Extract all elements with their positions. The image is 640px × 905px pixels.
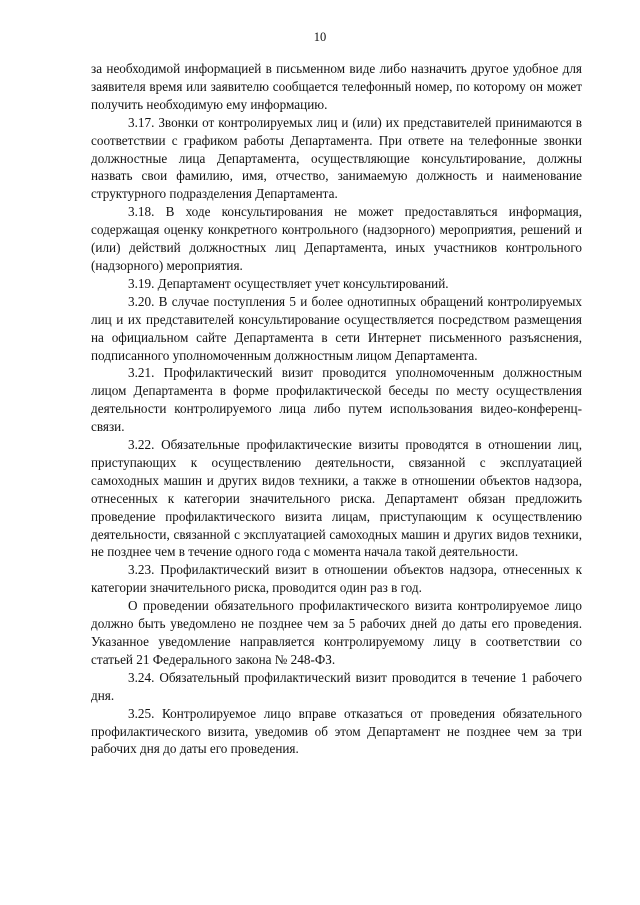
document-body (91, 60, 582, 758)
page-number: 10 (313, 30, 327, 44)
paragraph-3-24: 3.24. Обязательный профилактический визит проводится в течение 1 рабочего дня. (91, 669, 582, 703)
paragraph-3-20: 3.20. В случае поступления 5 и более однотипных обращений контролируемых лиц и их представителей консультирование осуществляется посредством размещения на официальном сайте Департамента в сети Интернет письменного разъяснения, подписанного уполномоченным должностным лицом Департамента. (91, 293, 582, 363)
paragraph-3-17: 3.17. Звонки от контролируемых лиц и (или) их представителей принимаются в соответствии с графиком работы Департамента. При ответе на телефонные звонки должностные лица Департамента, осуществляющие консультирование, должны назвать свои фамилию, имя, отчество, занимаемую должность и наименование структурного подразделения Департамента. (91, 114, 582, 202)
paragraph-3-25: 3.25. Контролируемое лицо вправе отказаться от проведения обязательного профилактического визита, уведомив об этом Департамент не позднее чем за три рабочих дня до даты его проведения. (91, 705, 582, 757)
paragraph-notification: О проведении обязательного профилактического визита контролируемое лицо должно быть уведомлено не позднее чем за 5 рабочих дней до даты его проведения. Указанное уведомление направляется контролируемому лицу в соответствии со статьей 21 Федерального закона № 248-ФЗ. (91, 598, 582, 667)
paragraph-3-19: 3.19. Департамент осуществляет учет консультирований. (128, 275, 449, 291)
paragraph-3-22: 3.22. Обязательные профилактические визиты проводятся в отношении лиц, приступающих к осуществлению деятельности, связанной с эксплуатацией самоходных машин и других видов техники, а также в отношении объектов надзора, отнесенных к категории значительного риска. Департамент обязан предложить проведение профилактического визита лицам, приступающим к осуществлению деятельности, связанной с эксплуатацией самоходных машин и других видов техники, не позднее чем в течение одного года с момента начала такой деятельности. (91, 437, 582, 560)
paragraph-3-23: 3.23. Профилактический визит в отношении объектов надзора, отнесенных к категории значительного риска, проводится один раз в год. (91, 562, 582, 596)
paragraph-continuation: за необходимой информацией в письменном виде либо назначить другое удобное для заявителя время или заявителю сообщается телефонный номер, по которому он может получить необходимую ему информацию. (91, 61, 582, 112)
paragraph-3-18: 3.18. В ходе консультирования не может предоставляться информация, содержащая оценку конкретного контрольного (надзорного) мероприятия, решений и (или) действий должностных лиц Департамента, иных участников контрольного (надзорного) мероприятия. (91, 204, 582, 273)
paragraph-3-21: 3.21. Профилактический визит проводится уполномоченным должностным лицом Департамента в форме профилактической беседы по месту осуществления деятельности контролируемого лица либо путем использования видео-конференц-связи. (91, 365, 582, 435)
